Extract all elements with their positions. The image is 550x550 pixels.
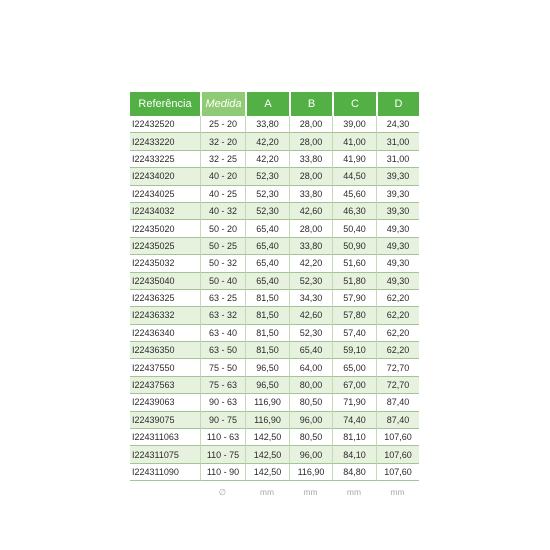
cell-a: 52,30	[245, 186, 289, 203]
cell-medida: 75 - 50	[200, 359, 245, 376]
cell-c: 39,00	[332, 116, 376, 133]
cell-a: 142,50	[245, 446, 289, 463]
cell-c: 57,90	[332, 290, 376, 307]
cell-c: 81,10	[332, 429, 376, 446]
cell-a: 52,30	[245, 203, 289, 220]
cell-b: 33,80	[289, 151, 332, 168]
cell-a: 81,50	[245, 290, 289, 307]
cell-d: 49,30	[376, 238, 419, 255]
cell-c: 84,80	[332, 464, 376, 481]
cell-medida: 90 - 75	[200, 412, 245, 429]
cell-a: 142,50	[245, 464, 289, 481]
cell-medida: 110 - 90	[200, 464, 245, 481]
cell-referencia: I224311063	[130, 429, 200, 446]
cell-referencia: I22432520	[130, 116, 200, 133]
cell-d: 62,20	[376, 307, 419, 324]
units-row	[130, 481, 419, 503]
cell-a: 33,80	[245, 116, 289, 133]
cell-a: 65,40	[245, 220, 289, 237]
cell-referencia: I22436350	[130, 342, 200, 359]
cell-a: 52,30	[245, 168, 289, 185]
cell-d: 39,30	[376, 168, 419, 185]
cell-a: 96,50	[245, 359, 289, 376]
cell-referencia: I224311090	[130, 464, 200, 481]
cell-c: 46,30	[332, 203, 376, 220]
cell-c: 50,90	[332, 238, 376, 255]
cell-medida: 63 - 40	[200, 325, 245, 342]
unit-c: mm	[332, 481, 376, 503]
cell-a: 81,50	[245, 307, 289, 324]
cell-d: 72,70	[376, 377, 419, 394]
cell-b: 52,30	[289, 273, 332, 290]
unit-referencia	[130, 481, 200, 503]
table-footer	[130, 481, 419, 503]
cell-d: 72,70	[376, 359, 419, 376]
cell-medida: 50 - 32	[200, 255, 245, 272]
cell-b: 33,80	[289, 186, 332, 203]
cell-c: 57,40	[332, 325, 376, 342]
cell-c: 51,60	[332, 255, 376, 272]
cell-medida: 32 - 20	[200, 133, 245, 150]
cell-d: 62,20	[376, 325, 419, 342]
cell-c: 65,00	[332, 359, 376, 376]
header-c: C	[332, 92, 376, 116]
cell-a: 96,50	[245, 377, 289, 394]
cell-b: 80,50	[289, 429, 332, 446]
cell-a: 116,90	[245, 394, 289, 411]
cell-a: 42,20	[245, 133, 289, 150]
cell-referencia: I22439075	[130, 412, 200, 429]
cell-medida: 75 - 63	[200, 377, 245, 394]
cell-medida: 50 - 40	[200, 273, 245, 290]
table-body	[130, 116, 419, 481]
cell-medida: 25 - 20	[200, 116, 245, 133]
cell-c: 84,10	[332, 446, 376, 463]
cell-d: 24,30	[376, 116, 419, 133]
cell-c: 67,00	[332, 377, 376, 394]
cell-b: 52,30	[289, 325, 332, 342]
cell-referencia: I22435032	[130, 255, 200, 272]
cell-d: 107,60	[376, 446, 419, 463]
unit-d: mm	[376, 481, 419, 503]
cell-b: 42,20	[289, 255, 332, 272]
cell-d: 31,00	[376, 151, 419, 168]
specification-table	[130, 92, 419, 503]
table-row	[130, 394, 419, 411]
table-row	[130, 238, 419, 255]
cell-medida: 40 - 25	[200, 186, 245, 203]
cell-c: 50,40	[332, 220, 376, 237]
unit-medida-diameter: ∅	[200, 481, 245, 503]
cell-a: 65,40	[245, 238, 289, 255]
cell-c: 51,80	[332, 273, 376, 290]
cell-medida: 50 - 25	[200, 238, 245, 255]
cell-referencia: I22436340	[130, 325, 200, 342]
cell-a: 65,40	[245, 255, 289, 272]
table-row	[130, 342, 419, 359]
table-row	[130, 464, 419, 481]
cell-c: 41,00	[332, 133, 376, 150]
cell-referencia: I22433225	[130, 151, 200, 168]
table-row	[130, 203, 419, 220]
cell-b: 65,40	[289, 342, 332, 359]
table-row	[130, 133, 419, 150]
cell-medida: 110 - 63	[200, 429, 245, 446]
cell-a: 116,90	[245, 412, 289, 429]
cell-b: 80,00	[289, 377, 332, 394]
cell-c: 74,40	[332, 412, 376, 429]
cell-medida: 63 - 25	[200, 290, 245, 307]
cell-referencia: I22435025	[130, 238, 200, 255]
table-row	[130, 220, 419, 237]
cell-medida: 32 - 25	[200, 151, 245, 168]
cell-b: 64,00	[289, 359, 332, 376]
table-row	[130, 359, 419, 376]
cell-b: 42,60	[289, 307, 332, 324]
cell-d: 39,30	[376, 203, 419, 220]
cell-referencia: I22434032	[130, 203, 200, 220]
cell-d: 107,60	[376, 429, 419, 446]
cell-d: 62,20	[376, 342, 419, 359]
cell-b: 96,00	[289, 412, 332, 429]
header-row	[130, 92, 419, 116]
cell-medida: 63 - 50	[200, 342, 245, 359]
cell-referencia: I22435040	[130, 273, 200, 290]
table-row	[130, 307, 419, 324]
cell-b: 34,30	[289, 290, 332, 307]
cell-a: 81,50	[245, 325, 289, 342]
table-header	[130, 92, 419, 116]
cell-referencia: I22437550	[130, 359, 200, 376]
table-row	[130, 446, 419, 463]
table-row	[130, 273, 419, 290]
cell-a: 65,40	[245, 273, 289, 290]
cell-medida: 110 - 75	[200, 446, 245, 463]
cell-b: 96,00	[289, 446, 332, 463]
table-row	[130, 377, 419, 394]
cell-d: 87,40	[376, 412, 419, 429]
cell-d: 49,30	[376, 255, 419, 272]
cell-a: 42,20	[245, 151, 289, 168]
cell-referencia: I22433220	[130, 133, 200, 150]
cell-b: 42,60	[289, 203, 332, 220]
cell-b: 80,50	[289, 394, 332, 411]
header-referencia: Referência	[130, 92, 200, 116]
unit-b: mm	[289, 481, 332, 503]
cell-b: 28,00	[289, 220, 332, 237]
cell-medida: 63 - 32	[200, 307, 245, 324]
cell-referencia: I22434025	[130, 186, 200, 203]
cell-referencia: I22435020	[130, 220, 200, 237]
cell-c: 71,90	[332, 394, 376, 411]
cell-referencia: I22437563	[130, 377, 200, 394]
cell-referencia: I224311075	[130, 446, 200, 463]
cell-d: 62,20	[376, 290, 419, 307]
table-row	[130, 168, 419, 185]
cell-medida: 90 - 63	[200, 394, 245, 411]
header-b: B	[289, 92, 332, 116]
cell-d: 49,30	[376, 220, 419, 237]
cell-b: 28,00	[289, 168, 332, 185]
cell-referencia: I22436332	[130, 307, 200, 324]
table-row	[130, 325, 419, 342]
cell-d: 49,30	[376, 273, 419, 290]
cell-a: 81,50	[245, 342, 289, 359]
cell-d: 31,00	[376, 133, 419, 150]
cell-c: 59,10	[332, 342, 376, 359]
cell-d: 39,30	[376, 186, 419, 203]
header-a: A	[245, 92, 289, 116]
cell-referencia: I22436325	[130, 290, 200, 307]
cell-referencia: I22439063	[130, 394, 200, 411]
cell-b: 116,90	[289, 464, 332, 481]
cell-medida: 40 - 32	[200, 203, 245, 220]
unit-a: mm	[245, 481, 289, 503]
table-row	[130, 290, 419, 307]
table-row	[130, 429, 419, 446]
cell-b: 33,80	[289, 238, 332, 255]
cell-medida: 50 - 20	[200, 220, 245, 237]
cell-c: 57,80	[332, 307, 376, 324]
header-medida: Medida	[200, 92, 245, 116]
cell-c: 45,60	[332, 186, 376, 203]
cell-referencia: I22434020	[130, 168, 200, 185]
cell-c: 41,90	[332, 151, 376, 168]
header-d: D	[376, 92, 419, 116]
cell-a: 142,50	[245, 429, 289, 446]
cell-b: 28,00	[289, 133, 332, 150]
table-row	[130, 186, 419, 203]
table-row	[130, 412, 419, 429]
cell-medida: 40 - 20	[200, 168, 245, 185]
cell-b: 28,00	[289, 116, 332, 133]
cell-c: 44,50	[332, 168, 376, 185]
table-row	[130, 151, 419, 168]
cell-d: 107,60	[376, 464, 419, 481]
cell-d: 87,40	[376, 394, 419, 411]
table-row	[130, 116, 419, 133]
table-row	[130, 255, 419, 272]
